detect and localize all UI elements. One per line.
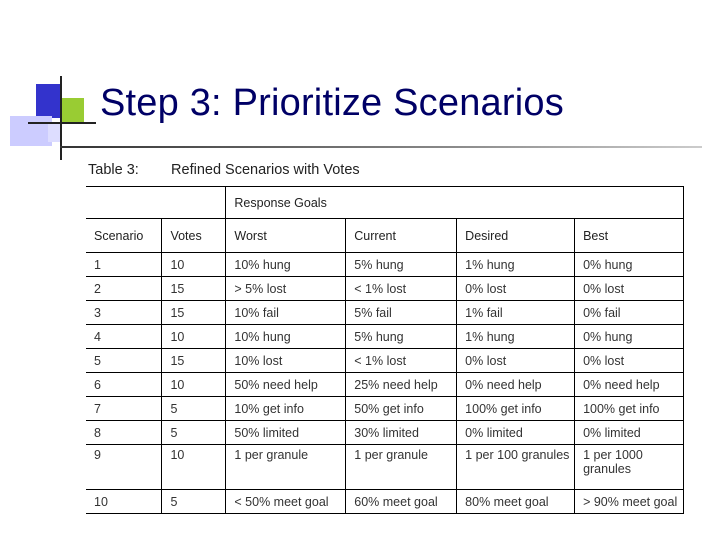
table-cell: < 50% meet goal [226,490,346,514]
table-row [86,445,684,490]
table-cell: 0% hung [575,325,684,349]
table-cell: 50% limited [226,421,346,445]
slide-logo-squares [0,0,100,170]
column-header: Worst [226,219,346,253]
table-cell: 10% hung [226,325,346,349]
table-cell: 0% limited [457,421,575,445]
table-row [86,325,684,349]
table-cell: 15 [162,349,226,373]
column-header: Best [575,219,684,253]
table-cell: 0% lost [457,349,575,373]
table-cell: 5 [162,490,226,514]
scenarios-table [86,186,684,514]
table-row [86,253,684,277]
table-cell: > 5% lost [226,277,346,301]
table-cell: 5 [162,421,226,445]
table-row [86,490,684,514]
table-cell: 1 per 100 granules [457,445,575,490]
column-header: Current [346,219,457,253]
group-header-blank [86,187,226,219]
table-cell: < 1% lost [346,277,457,301]
table-row [86,421,684,445]
table-cell: 7 [86,397,162,421]
table-cell: 15 [162,301,226,325]
table-cell: 4 [86,325,162,349]
table-cell: 10 [162,253,226,277]
table-cell: 10% lost [226,349,346,373]
table-cell: 0% lost [457,277,575,301]
logo-green-square [60,98,84,122]
logo-lavender-small-square [48,124,60,142]
table-cell: 0% hung [575,253,684,277]
table-cell: 1% hung [457,253,575,277]
table-cell: 50% get info [346,397,457,421]
table-cell: 15 [162,277,226,301]
table-cell: 8 [86,421,162,445]
table-caption-label: Table 3: [88,162,139,178]
table-cell: > 90% meet goal [575,490,684,514]
table-cell: 100% get info [575,397,684,421]
table-cell: 5 [86,349,162,373]
table-cell: 2 [86,277,162,301]
table-cell: 0% need help [575,373,684,397]
table-cell: 100% get info [457,397,575,421]
table-cell: 1% hung [457,325,575,349]
table-row [86,397,684,421]
table-cell: 10% hung [226,253,346,277]
column-header: Desired [457,219,575,253]
logo-blue-square [36,84,62,118]
table-cell: 50% need help [226,373,346,397]
table-cell: 5% hung [346,253,457,277]
table-caption-text: Refined Scenarios with Votes [171,162,360,178]
table-cell: 0% lost [575,277,684,301]
table-header-row [86,219,684,253]
table-cell: 0% lost [575,349,684,373]
column-header: Scenario [86,219,162,253]
table-cell: 0% limited [575,421,684,445]
table-row [86,373,684,397]
table-cell: 10% get info [226,397,346,421]
table-cell: 80% meet goal [457,490,575,514]
table-cell: 1 per granule [226,445,346,490]
table-cell: 30% limited [346,421,457,445]
table-cell: 10 [162,373,226,397]
title-divider [60,146,702,148]
table-cell: 10 [162,325,226,349]
table-cell: 6 [86,373,162,397]
table-cell: 0% need help [457,373,575,397]
table-cell: 3 [86,301,162,325]
table-body [86,253,684,514]
table-cell: 60% meet goal [346,490,457,514]
table-cell: 10% fail [226,301,346,325]
column-header: Votes [162,219,226,253]
logo-horizontal-line [28,122,96,124]
table-group-header-row [86,187,684,219]
slide-title: Step 3: Prioritize Scenarios [100,82,564,124]
table-row [86,277,684,301]
table-cell: 25% need help [346,373,457,397]
table-cell: 1 per granule [346,445,457,490]
logo-lavender-square [10,116,52,146]
table-row [86,349,684,373]
table-cell: 5 [162,397,226,421]
response-goals-header: Response Goals [226,187,684,219]
table-row [86,301,684,325]
table-cell: 10 [162,445,226,490]
table-cell: 5% fail [346,301,457,325]
table-cell: < 1% lost [346,349,457,373]
table-caption [88,162,360,178]
table-cell: 1 [86,253,162,277]
table-cell: 1% fail [457,301,575,325]
table-cell: 0% fail [575,301,684,325]
table-cell: 1 per 1000 granules [575,445,684,490]
table-cell: 10 [86,490,162,514]
table-cell: 9 [86,445,162,490]
table-cell: 5% hung [346,325,457,349]
